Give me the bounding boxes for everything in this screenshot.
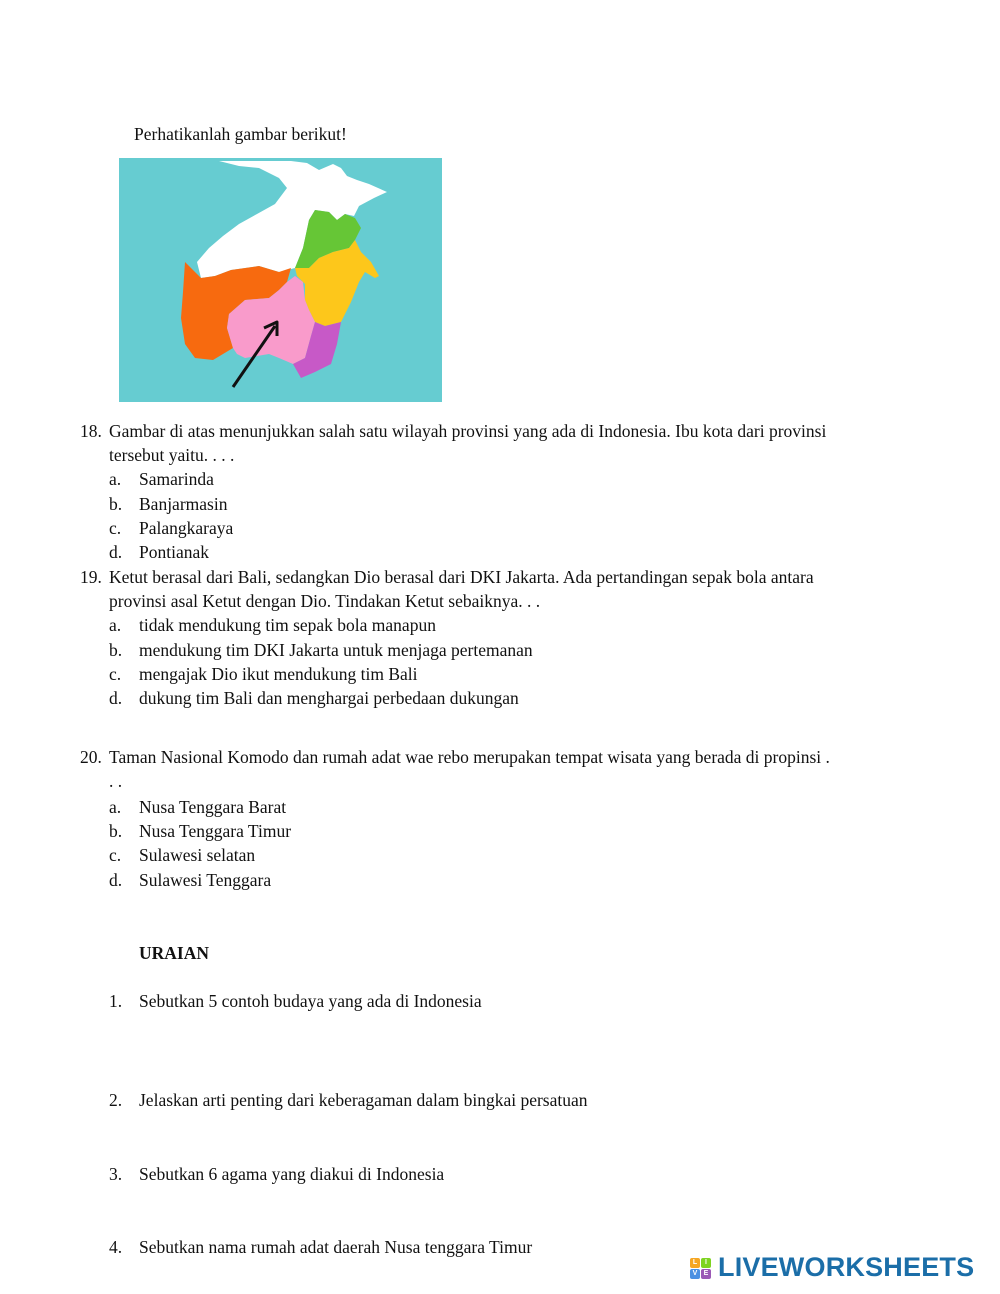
logo-tile: E — [701, 1269, 711, 1279]
option-letter: c. — [109, 845, 122, 865]
essay-question: Sebutkan nama rumah adat daerah Nusa tenggara Timur — [139, 1237, 533, 1257]
option-text[interactable]: Sulawesi Tenggara — [139, 870, 272, 890]
option-text[interactable]: dukung tim Bali dan menghargai perbedaan dukungan — [139, 688, 519, 708]
option-letter: a. — [109, 615, 122, 635]
liveworksheets-logo — [690, 1252, 990, 1286]
essay-number: 1. — [109, 991, 123, 1011]
option-text[interactable]: Nusa Tenggara Timur — [139, 821, 292, 841]
question-number: 18. — [80, 421, 102, 441]
option-letter: d. — [109, 542, 123, 562]
logo-tile: V — [690, 1269, 700, 1279]
option-letter: a. — [109, 469, 122, 489]
option-text[interactable]: Nusa Tenggara Barat — [139, 797, 287, 817]
question-text-line: . . — [109, 771, 123, 791]
question-text-line: Taman Nasional Komodo dan rumah adat wae rebo merupakan tempat wisata yang berada di propinsi . — [109, 747, 830, 767]
logo-tile: L — [690, 1258, 700, 1268]
option-letter: b. — [109, 640, 123, 660]
question-number: 19. — [80, 567, 102, 587]
logo-tile: I — [701, 1258, 711, 1268]
essay-number: 2. — [109, 1090, 123, 1110]
question-text-line: Ketut berasal dari Bali, sedangkan Dio berasal dari DKI Jakarta. Ada pertandingan sepak bola antara — [109, 567, 814, 587]
option-text[interactable]: Banjarmasin — [139, 494, 228, 514]
option-letter: c. — [109, 518, 122, 538]
option-text[interactable]: Palangkaraya — [139, 518, 234, 538]
liveworksheets-icon — [690, 1258, 712, 1280]
option-letter: d. — [109, 870, 123, 890]
essay-heading: URAIAN — [139, 943, 209, 963]
essay-question: Sebutkan 5 contoh budaya yang ada di Indonesia — [139, 991, 482, 1011]
option-letter: b. — [109, 494, 123, 514]
essay-question: Sebutkan 6 agama yang diakui di Indonesia — [139, 1164, 445, 1184]
question-text-line: Gambar di atas menunjukkan salah satu wilayah provinsi yang ada di Indonesia. Ibu kota dari provinsi — [109, 421, 827, 441]
option-text[interactable]: mendukung tim DKI Jakarta untuk menjaga pertemanan — [139, 640, 533, 660]
option-letter: c. — [109, 664, 122, 684]
option-text[interactable]: Samarinda — [139, 469, 214, 489]
option-letter: a. — [109, 797, 122, 817]
essay-question: Jelaskan arti penting dari keberagaman dalam bingkai persatuan — [139, 1090, 588, 1110]
logo-text: LIVEWORKSHEETS — [718, 1252, 975, 1282]
question-number: 20. — [80, 747, 102, 767]
instruction-text: Perhatikanlah gambar berikut! — [134, 124, 347, 144]
question-text-line: provinsi asal Ketut dengan Dio. Tindakan Ketut sebaiknya. . . — [109, 591, 541, 611]
essay-number: 4. — [109, 1237, 123, 1257]
option-text[interactable]: tidak mendukung tim sepak bola manapun — [139, 615, 436, 635]
kalimantan-map — [119, 158, 442, 402]
option-text[interactable]: Pontianak — [139, 542, 209, 562]
option-letter: d. — [109, 688, 123, 708]
option-text[interactable]: mengajak Dio ikut mendukung tim Bali — [139, 664, 418, 684]
essay-number: 3. — [109, 1164, 123, 1184]
option-letter: b. — [109, 821, 123, 841]
option-text[interactable]: Sulawesi selatan — [139, 845, 256, 865]
question-text-line: tersebut yaitu. . . . — [109, 445, 235, 465]
